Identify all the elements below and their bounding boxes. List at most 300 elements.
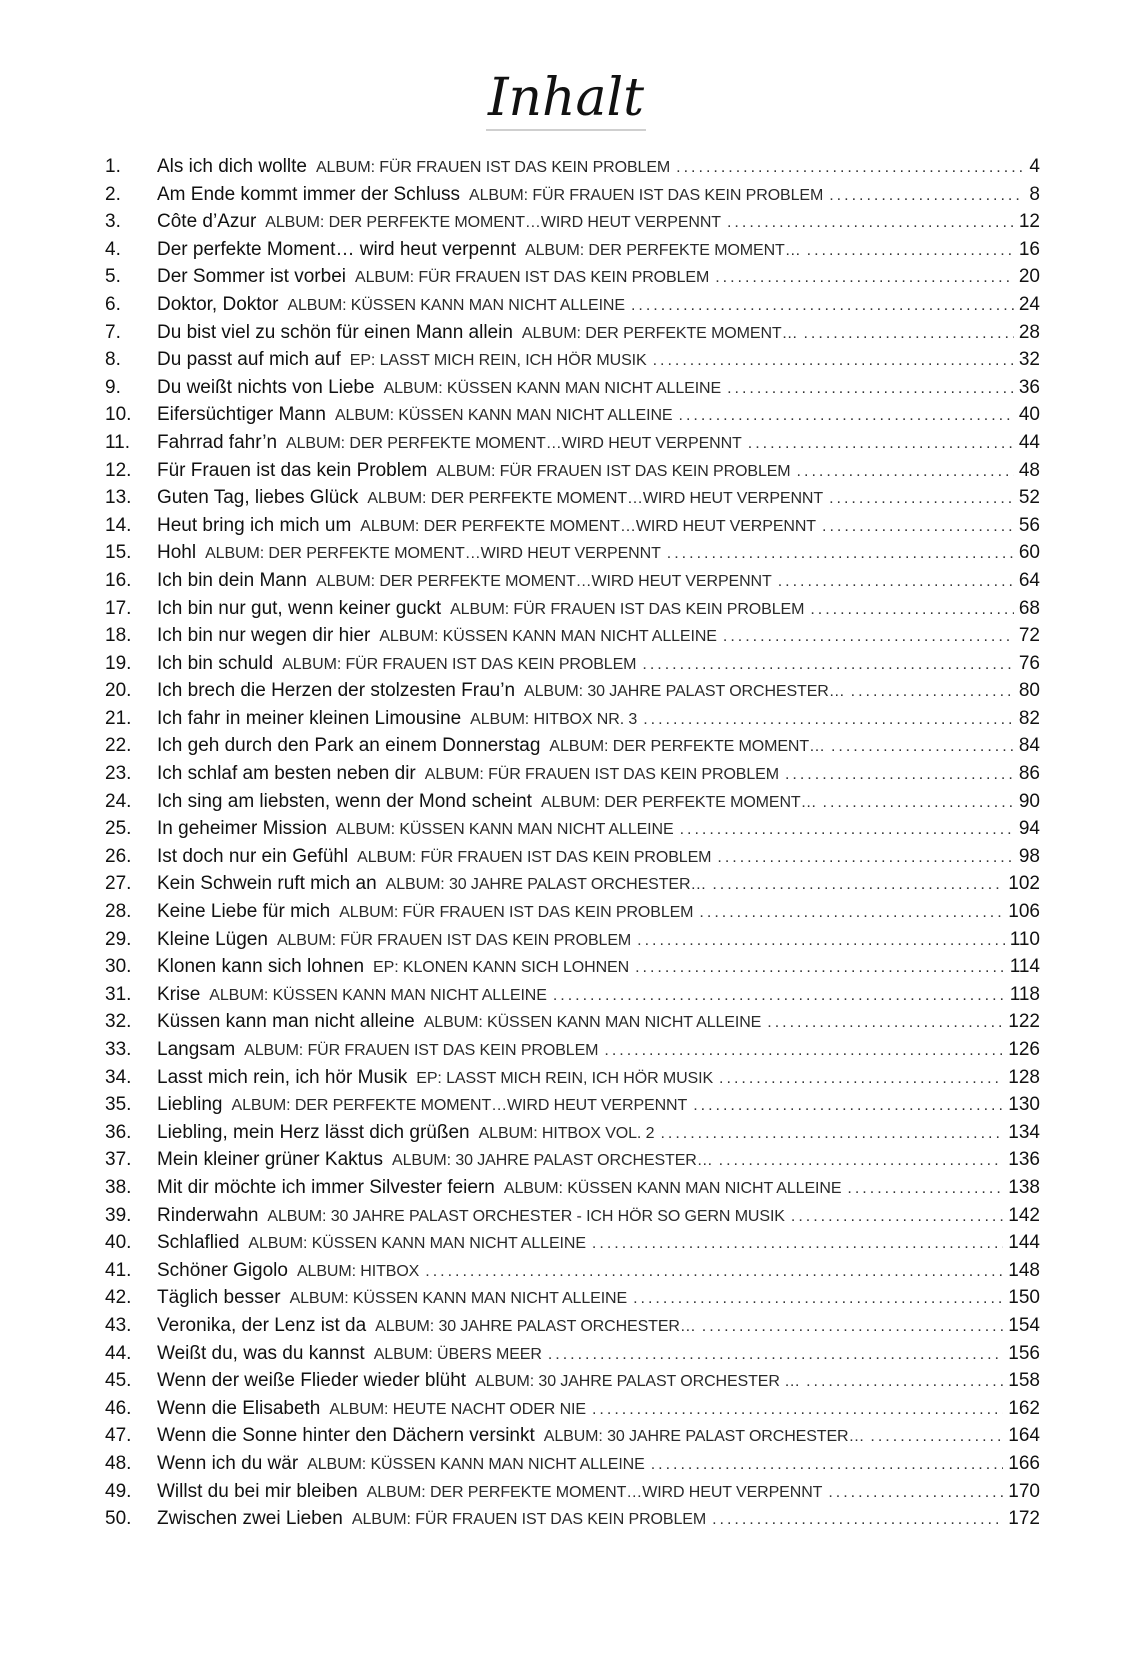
toc-entry — [105, 1177, 1040, 1205]
entry-number: 50. — [105, 1508, 132, 1530]
toc-entry — [105, 349, 1040, 377]
entry-number: 21. — [105, 707, 132, 729]
page-number: 48 — [1018, 459, 1040, 481]
page-number: 130 — [1008, 1094, 1040, 1116]
song-title: Wenn ich du wär — [157, 1452, 299, 1474]
page-number: 40 — [1018, 404, 1040, 426]
song-title: Ich bin nur wegen dir hier — [157, 625, 371, 647]
entry-number: 3. — [105, 211, 121, 233]
album-info: EP: KLONEN KANN SICH LOHNEN — [373, 959, 630, 977]
dot-leader — [676, 159, 1024, 177]
song-title: Der Sommer ist vorbei — [157, 266, 346, 288]
song-title: Keine Liebe für mich — [157, 901, 331, 923]
entry-number: 1. — [105, 156, 121, 177]
album-info: EP: LASST MICH REIN, ICH HÖR MUSIK — [416, 1069, 714, 1087]
page-number: 156 — [1008, 1342, 1040, 1364]
toc-entry — [105, 404, 1040, 432]
album-info: ALBUM: KÜSSEN KANN MAN NICHT ALLEINE — [307, 1455, 645, 1473]
page-number: 8 — [1029, 183, 1040, 205]
page-number: 154 — [1008, 1314, 1040, 1336]
page-number: 98 — [1018, 845, 1040, 867]
entry-number: 27. — [105, 873, 132, 895]
song-title: Ich sing am liebsten, wenn der Mond scheint — [157, 790, 532, 812]
entry-number: 7. — [105, 321, 121, 343]
toc-entry — [105, 266, 1040, 294]
album-info: ALBUM: ÜBERS MEER — [373, 1345, 542, 1363]
dot-leader — [425, 1263, 1003, 1281]
song-title: Fahrrad fahr’n — [157, 431, 278, 453]
toc-entry — [105, 1122, 1040, 1150]
album-info: ALBUM: KÜSSEN KANN MAN NICHT ALLEINE — [423, 1014, 762, 1032]
album-info: ALBUM: HEUTE NACHT ODER NIE — [329, 1400, 586, 1418]
dot-leader — [642, 656, 1013, 674]
entry-number: 28. — [105, 901, 132, 923]
page-number: 12 — [1018, 211, 1040, 233]
song-title: Ich geh durch den Park an einem Donnerstag — [157, 735, 541, 757]
song-title: Wenn die Sonne hinter den Dächern versinkt — [157, 1425, 535, 1447]
entry-number: 46. — [105, 1397, 132, 1419]
album-info: ALBUM: KÜSSEN KANN MAN NICHT ALLEINE — [336, 821, 674, 839]
dot-leader — [719, 1152, 1004, 1170]
entry-number: 25. — [105, 818, 132, 840]
dot-leader — [785, 766, 1014, 784]
album-info: ALBUM: FÜR FRAUEN IST DAS KEIN PROBLEM — [282, 655, 637, 673]
toc-entry — [105, 1315, 1040, 1343]
album-info: ALBUM: FÜR FRAUEN IST DAS KEIN PROBLEM — [351, 1511, 707, 1529]
dot-leader — [723, 628, 1014, 646]
album-info: ALBUM: 30 JAHRE PALAST ORCHESTER … — [475, 1373, 801, 1391]
page-number: 172 — [1008, 1508, 1040, 1530]
toc-entry — [105, 901, 1040, 929]
album-info: ALBUM: KÜSSEN KANN MAN NICHT ALLEINE — [379, 628, 717, 646]
page-number: 68 — [1018, 597, 1040, 619]
dot-leader — [851, 683, 1014, 701]
dot-leader — [715, 269, 1014, 287]
toc-entry — [105, 1343, 1040, 1371]
dot-leader — [667, 545, 1014, 563]
page-title-text: Inhalt — [486, 68, 646, 131]
toc-entry — [105, 653, 1040, 681]
toc-entry — [105, 598, 1040, 626]
page-number: 4 — [1029, 156, 1040, 177]
page-number: 164 — [1008, 1425, 1040, 1447]
entry-number: 8. — [105, 349, 121, 371]
song-title: Kein Schwein ruft mich an — [157, 873, 377, 895]
album-info: ALBUM: HITBOX NR. 3 — [470, 710, 638, 728]
entry-number: 26. — [105, 845, 132, 867]
dot-leader — [548, 1346, 1003, 1364]
album-info: ALBUM: DER PERFEKTE MOMENT… — [521, 324, 798, 342]
page-number: 158 — [1008, 1370, 1040, 1392]
page-number: 170 — [1008, 1480, 1040, 1502]
entry-number: 37. — [105, 1149, 132, 1171]
song-title: Lasst mich rein, ich hör Musik — [157, 1066, 408, 1088]
dot-leader — [810, 601, 1014, 619]
entry-number: 6. — [105, 293, 121, 315]
page-number: 94 — [1018, 818, 1040, 840]
album-info: ALBUM: FÜR FRAUEN IST DAS KEIN PROBLEM — [469, 186, 824, 204]
song-title: Mit dir möchte ich immer Silvester feiern — [157, 1176, 495, 1198]
song-title: Ich schlaf am besten neben dir — [157, 763, 416, 785]
album-info: ALBUM: FÜR FRAUEN IST DAS KEIN PROBLEM — [244, 1042, 599, 1059]
toc-entry — [105, 1481, 1040, 1509]
page-number: 150 — [1008, 1287, 1040, 1309]
entry-number: 35. — [105, 1094, 132, 1116]
album-info: ALBUM: HITBOX — [296, 1262, 420, 1280]
entry-number: 32. — [105, 1011, 132, 1033]
song-title: Liebling — [157, 1094, 223, 1116]
dot-leader — [803, 325, 1013, 343]
page-number: 36 — [1018, 376, 1040, 398]
page-number: 90 — [1018, 790, 1040, 812]
entry-number: 34. — [105, 1066, 132, 1088]
entry-number: 43. — [105, 1314, 132, 1336]
album-info: ALBUM: 30 JAHRE PALAST ORCHESTER… — [375, 1317, 696, 1335]
dot-leader — [828, 1484, 1003, 1502]
toc-entry — [105, 570, 1040, 598]
song-title: Ich brech die Herzen der stolzesten Frau’n — [157, 680, 516, 702]
song-title: Wenn die Elisabeth — [157, 1397, 321, 1419]
song-title: Veronika, der Lenz ist da — [157, 1314, 367, 1336]
dot-leader — [829, 187, 1024, 205]
song-title: In geheimer Mission — [157, 818, 328, 840]
song-title: Am Ende kommt immer der Schluss — [157, 183, 461, 205]
dot-leader — [727, 214, 1014, 232]
toc-entry — [105, 1067, 1040, 1095]
album-info: EP: LASST MICH REIN, ICH HÖR MUSIK — [349, 352, 647, 370]
entry-number: 45. — [105, 1370, 132, 1392]
entry-number: 31. — [105, 983, 132, 1005]
toc-entry — [105, 680, 1040, 708]
toc-entry — [105, 1398, 1040, 1426]
album-info: ALBUM: FÜR FRAUEN IST DAS KEIN PROBLEM — [424, 766, 779, 784]
dot-leader — [631, 297, 1014, 315]
album-info: ALBUM: KÜSSEN KANN MAN NICHT ALLEINE — [503, 1179, 842, 1197]
dot-leader — [592, 1401, 1003, 1419]
album-info: ALBUM: 30 JAHRE PALAST ORCHESTER - ICH HÖR SO GERN MUSIK — [267, 1207, 785, 1225]
album-info: ALBUM: KÜSSEN KANN MAN NICHT ALLEINE — [209, 986, 547, 1004]
song-title: Für Frauen ist das kein Problem — [157, 459, 428, 481]
dot-leader — [702, 1318, 1004, 1336]
album-info: ALBUM: HITBOX VOL. 2 — [478, 1124, 655, 1142]
dot-leader — [712, 1511, 1003, 1529]
dot-leader — [767, 1014, 1003, 1032]
entry-number: 13. — [105, 487, 132, 509]
album-info: ALBUM: DER PERFEKTE MOMENT…WIRD HEUT VERPENNT — [265, 214, 721, 232]
song-title: Ist doch nur ein Gefühl — [157, 845, 349, 867]
page-number: 84 — [1018, 735, 1040, 757]
entry-number: 12. — [105, 459, 132, 481]
entry-number: 40. — [105, 1232, 132, 1254]
entry-number: 47. — [105, 1425, 132, 1447]
dot-leader — [829, 490, 1014, 508]
toc-entry — [105, 432, 1040, 460]
album-info: ALBUM: DER PERFEKTE MOMENT…WIRD HEUT VERPENNT — [316, 572, 772, 590]
page-number: 148 — [1008, 1259, 1040, 1281]
entry-number: 42. — [105, 1287, 132, 1309]
dot-leader — [635, 959, 1005, 977]
album-info: ALBUM: DER PERFEKTE MOMENT…WIRD HEUT VERPENNT — [366, 1483, 823, 1501]
page-title — [0, 66, 1132, 130]
toc-list — [105, 156, 1040, 1536]
entry-number: 11. — [105, 431, 131, 453]
toc-entry — [105, 1453, 1040, 1481]
page-number: 118 — [1009, 983, 1040, 1005]
album-info: ALBUM: DER PERFEKTE MOMENT… — [525, 241, 801, 259]
page-number: 162 — [1008, 1397, 1040, 1419]
song-title: Schöner Gigolo — [157, 1259, 288, 1281]
dot-leader — [719, 1070, 1003, 1088]
entry-number: 19. — [105, 652, 132, 674]
entry-number: 23. — [105, 763, 132, 785]
album-info: ALBUM: FÜR FRAUEN IST DAS KEIN PROBLEM — [339, 904, 694, 922]
song-title: Küssen kann man nicht alleine — [157, 1011, 415, 1033]
toc-entry — [105, 873, 1040, 901]
album-info: ALBUM: KÜSSEN KANN MAN NICHT ALLEINE — [334, 407, 673, 425]
song-title: Ich bin nur gut, wenn keiner guckt — [157, 597, 442, 619]
page-number: 166 — [1008, 1452, 1040, 1474]
entry-number: 48. — [105, 1452, 132, 1474]
song-title: Eifersüchtiger Mann — [157, 404, 326, 426]
album-info: ALBUM: DER PERFEKTE MOMENT…WIRD HEUT VERPENNT — [286, 434, 742, 452]
page-number: 52 — [1018, 487, 1040, 509]
entry-number: 38. — [105, 1176, 132, 1198]
toc-entry — [105, 1287, 1040, 1315]
song-title: Du bist viel zu schön für einen Mann allein — [157, 321, 513, 343]
album-info: ALBUM: DER PERFEKTE MOMENT… — [549, 738, 825, 756]
page-number: 106 — [1008, 901, 1040, 923]
dot-leader — [823, 794, 1014, 812]
album-info: ALBUM: KÜSSEN KANN MAN NICHT ALLEINE — [383, 379, 722, 397]
album-info: ALBUM: FÜR FRAUEN IST DAS KEIN PROBLEM — [355, 269, 710, 287]
song-title: Schlaflied — [157, 1232, 240, 1254]
page-number: 20 — [1018, 266, 1040, 288]
song-title: Mein kleiner grüner Kaktus — [157, 1149, 383, 1171]
song-title: Willst du bei mir bleiben — [157, 1480, 358, 1502]
song-title: Der perfekte Moment… wird heut verpennt — [157, 238, 517, 260]
album-info: ALBUM: 30 JAHRE PALAST ORCHESTER… — [524, 683, 845, 701]
dot-leader — [592, 1235, 1003, 1253]
page-number: 24 — [1018, 293, 1040, 315]
entry-number: 16. — [105, 569, 132, 591]
album-info: ALBUM: DER PERFEKTE MOMENT…WIRD HEUT VERPENNT — [360, 517, 816, 535]
dot-leader — [653, 352, 1014, 370]
toc-entry — [105, 763, 1040, 791]
album-info: ALBUM: DER PERFEKTE MOMENT…WIRD HEUT VERPENNT — [231, 1097, 688, 1115]
toc-entry — [105, 1039, 1040, 1067]
album-info: ALBUM: FÜR FRAUEN IST DAS KEIN PROBLEM — [357, 848, 712, 866]
page-number: 72 — [1018, 625, 1040, 647]
dot-leader — [693, 1097, 1003, 1115]
page-number: 144 — [1008, 1232, 1040, 1254]
page-number: 102 — [1008, 873, 1040, 895]
toc-entry — [105, 984, 1040, 1012]
page-number: 16 — [1018, 238, 1040, 260]
entry-number: 41. — [105, 1259, 132, 1281]
album-info: ALBUM: DER PERFEKTE MOMENT…WIRD HEUT VERPENNT — [205, 545, 661, 563]
song-title: Ich bin dein Mann — [157, 569, 307, 591]
album-info: ALBUM: 30 JAHRE PALAST ORCHESTER… — [385, 876, 707, 894]
album-info: ALBUM: DER PERFEKTE MOMENT… — [540, 793, 817, 811]
page-number: 82 — [1018, 707, 1040, 729]
toc-entry — [105, 515, 1040, 543]
dot-leader — [778, 573, 1014, 591]
entry-number: 9. — [105, 376, 121, 398]
song-title: Rinderwahn — [157, 1204, 259, 1226]
dot-leader — [806, 1373, 1003, 1391]
entry-number: 4. — [105, 238, 121, 260]
dot-leader — [679, 407, 1014, 425]
song-title: Zwischen zwei Lieben — [157, 1508, 343, 1530]
song-title: Weißt du, was du kannst — [157, 1342, 365, 1364]
entry-number: 10. — [105, 404, 132, 426]
toc-entry — [105, 956, 1040, 984]
album-info: ALBUM: KÜSSEN KANN MAN NICHT ALLEINE — [248, 1235, 586, 1253]
song-title: Heut bring ich mich um — [157, 514, 352, 536]
album-info: ALBUM: 30 JAHRE PALAST ORCHESTER… — [392, 1152, 713, 1170]
toc-entry — [105, 377, 1040, 405]
song-title: Ich bin schuld — [157, 652, 274, 674]
song-title: Krise — [157, 983, 201, 1005]
song-title: Du weißt nichts von Liebe — [157, 376, 375, 398]
dot-leader — [717, 849, 1013, 867]
song-title: Liebling, mein Herz lässt dich grüßen — [157, 1121, 470, 1143]
page-number: 136 — [1008, 1149, 1040, 1171]
entry-number: 39. — [105, 1204, 132, 1226]
dot-leader — [553, 987, 1005, 1005]
toc-entry — [105, 1370, 1040, 1398]
toc-entry — [105, 1232, 1040, 1260]
dot-leader — [651, 1456, 1004, 1474]
dot-leader — [699, 904, 1003, 922]
page-number: 142 — [1008, 1204, 1040, 1226]
song-title: Als ich dich wollte — [157, 156, 307, 177]
song-title: Ich fahr in meiner kleinen Limousine — [157, 707, 462, 729]
song-title: Täglich besser — [157, 1287, 281, 1309]
toc-entry — [105, 1425, 1040, 1453]
song-title: Kleine Lügen — [157, 928, 268, 950]
toc-entry — [105, 708, 1040, 736]
song-title: Langsam — [157, 1039, 236, 1060]
dot-leader — [748, 435, 1014, 453]
toc-entry — [105, 1205, 1040, 1233]
song-title: Doktor, Doktor — [157, 293, 279, 315]
dot-leader — [870, 1428, 1003, 1446]
toc-entry — [105, 929, 1040, 957]
toc-entry — [105, 239, 1040, 267]
page-number: 110 — [1009, 928, 1040, 950]
album-info: ALBUM: KÜSSEN KANN MAN NICHT ALLEINE — [287, 296, 625, 314]
entry-number: 5. — [105, 266, 121, 288]
toc-entry — [105, 1011, 1040, 1039]
song-title: Guten Tag, liebes Glück — [157, 487, 359, 509]
page-number: 126 — [1008, 1039, 1040, 1060]
entry-number: 24. — [105, 790, 132, 812]
toc-entry — [105, 1149, 1040, 1177]
page-number: 64 — [1018, 569, 1040, 591]
page-number: 122 — [1008, 1011, 1040, 1033]
page-number: 56 — [1018, 514, 1040, 536]
toc-entry — [105, 156, 1040, 184]
entry-number: 17. — [105, 597, 132, 619]
dot-leader — [807, 242, 1014, 260]
entry-number: 29. — [105, 928, 132, 950]
toc-entry — [105, 1260, 1040, 1288]
entry-number: 49. — [105, 1480, 132, 1502]
entry-number: 36. — [105, 1121, 132, 1143]
entry-number: 2. — [105, 183, 121, 205]
dot-leader — [633, 1290, 1003, 1308]
dot-leader — [831, 738, 1014, 756]
entry-number: 44. — [105, 1342, 132, 1364]
album-info: ALBUM: KÜSSEN KANN MAN NICHT ALLEINE — [289, 1290, 628, 1308]
page-number: 28 — [1018, 321, 1040, 343]
dot-leader — [822, 518, 1014, 536]
page-number: 138 — [1008, 1176, 1040, 1198]
album-info: ALBUM: FÜR FRAUEN IST DAS KEIN PROBLEM — [450, 600, 805, 618]
dot-leader — [660, 1125, 1003, 1143]
toc-entry — [105, 487, 1040, 515]
toc-entry — [105, 735, 1040, 763]
album-info: ALBUM: FÜR FRAUEN IST DAS KEIN PROBLEM — [315, 159, 671, 176]
page-number: 76 — [1018, 652, 1040, 674]
dot-leader — [791, 1208, 1003, 1226]
toc-entry — [105, 1508, 1040, 1536]
toc-entry — [105, 542, 1040, 570]
entry-number: 18. — [105, 625, 132, 647]
page-number: 114 — [1009, 956, 1040, 978]
entry-number: 14. — [105, 514, 132, 536]
song-title: Hohl — [157, 542, 197, 564]
entry-number: 33. — [105, 1039, 132, 1060]
entry-number: 20. — [105, 680, 132, 702]
toc-entry — [105, 846, 1040, 874]
song-title: Du passt auf mich auf — [157, 349, 341, 371]
dot-leader — [847, 1180, 1003, 1198]
toc-entry — [105, 791, 1040, 819]
dot-leader — [604, 1042, 1003, 1060]
toc-entry — [105, 1094, 1040, 1122]
toc-entry — [105, 211, 1040, 239]
dot-leader — [797, 463, 1014, 481]
page-number: 80 — [1018, 680, 1040, 702]
album-info: ALBUM: 30 JAHRE PALAST ORCHESTER… — [543, 1428, 865, 1446]
dot-leader — [643, 711, 1014, 729]
page-number: 86 — [1018, 763, 1040, 785]
page-number: 128 — [1008, 1066, 1040, 1088]
song-title: Côte d’Azur — [157, 211, 257, 233]
page-number: 60 — [1018, 542, 1040, 564]
dot-leader — [712, 876, 1003, 894]
page-number: 44 — [1018, 431, 1040, 453]
page-number: 32 — [1018, 349, 1040, 371]
dot-leader — [727, 380, 1014, 398]
entry-number: 22. — [105, 735, 132, 757]
toc-entry — [105, 818, 1040, 846]
page-number: 134 — [1008, 1121, 1040, 1143]
toc-entry — [105, 294, 1040, 322]
song-title: Klonen kann sich lohnen — [157, 956, 365, 978]
album-info: ALBUM: DER PERFEKTE MOMENT…WIRD HEUT VERPENNT — [367, 490, 824, 508]
dot-leader — [637, 932, 1005, 950]
toc-entry — [105, 460, 1040, 488]
toc-entry — [105, 322, 1040, 350]
song-title: Wenn der weiße Flieder wieder blüht — [157, 1370, 467, 1392]
entry-number: 30. — [105, 956, 132, 978]
album-info: ALBUM: FÜR FRAUEN IST DAS KEIN PROBLEM — [276, 931, 632, 949]
entry-number: 15. — [105, 542, 132, 564]
toc-entry — [105, 625, 1040, 653]
